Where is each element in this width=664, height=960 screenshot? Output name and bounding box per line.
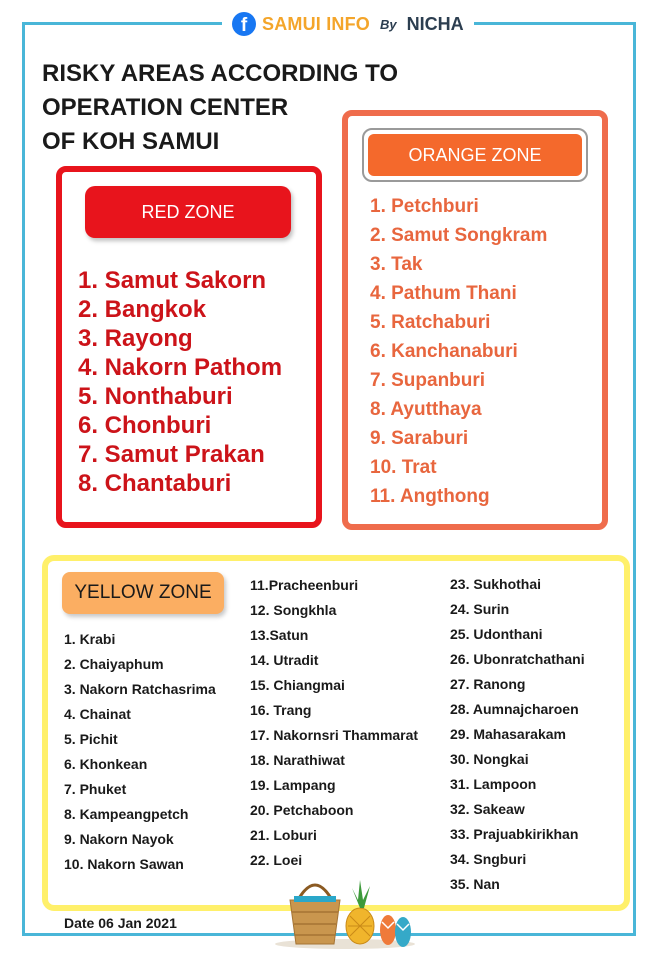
yellow-zone-column-3	[450, 572, 585, 897]
orange-zone-item: 7. Supanburi	[370, 370, 486, 391]
title-line-1: RISKY AREAS ACCORDING TO	[42, 60, 399, 87]
yellow-zone-item: 32. Sakeaw	[450, 801, 525, 817]
orange-zone-item: 4. Pathum Thani	[370, 283, 517, 304]
yellow-zone-item: 3. Nakorn Ratchasrima	[64, 681, 216, 697]
yellow-zone-item: 17. Nakornsri Thammarat	[250, 727, 419, 743]
red-zone-item: 2. Bangkok	[78, 296, 207, 323]
red-zone-item: 5. Nonthaburi	[78, 383, 233, 410]
yellow-zone-item: 14. Utradit	[250, 652, 319, 668]
date-label: Date 06 Jan 2021	[64, 915, 177, 931]
yellow-zone-label: YELLOW ZONE	[62, 572, 224, 614]
red-zone-item: 4. Nakorn Pathom	[78, 354, 283, 381]
brand-by: By	[380, 16, 397, 32]
yellow-zone-item: 7. Phuket	[64, 781, 127, 797]
yellow-zone-item: 25. Udonthani	[450, 626, 543, 642]
yellow-zone-item: 30. Nongkai	[450, 751, 529, 767]
yellow-zone-column-1	[64, 627, 216, 877]
orange-zone-item: 1. Petchburi	[370, 196, 479, 217]
title-line-3: OF KOH SAMUI	[42, 128, 220, 155]
yellow-zone-item: 21. Loburi	[250, 827, 317, 843]
yellow-zone-item: 1. Krabi	[64, 631, 116, 647]
yellow-zone-item: 27. Ranong	[450, 676, 526, 692]
brand-header	[222, 8, 474, 40]
yellow-zone-item: 34. Sngburi	[450, 851, 527, 867]
orange-zone-item: 8. Ayutthaya	[370, 399, 482, 420]
yellow-zone-item: 19. Lampang	[250, 777, 336, 793]
yellow-zone-column-2	[250, 573, 418, 873]
yellow-zone-item: 6. Khonkean	[64, 756, 148, 772]
title-line-2: OPERATION CENTER	[42, 94, 289, 121]
brand-name: SAMUI INFO	[262, 13, 370, 34]
yellow-zone-item: 11.Pracheenburi	[250, 577, 359, 593]
yellow-zone-item: 29. Mahasarakam	[450, 726, 566, 742]
yellow-zone-item: 22. Loei	[250, 852, 303, 868]
red-zone-item: 3. Rayong	[78, 325, 193, 352]
facebook-icon: f	[232, 12, 256, 36]
red-zone-item: 8. Chantaburi	[78, 470, 232, 497]
orange-zone-item: 2. Samut Songkram	[370, 225, 548, 246]
yellow-zone-item: 33. Prajuabkirikhan	[450, 826, 579, 842]
yellow-zone-item: 13.Satun	[250, 627, 309, 643]
yellow-zone-item: 24. Surin	[450, 601, 510, 617]
yellow-zone-item: 5. Pichit	[64, 731, 118, 747]
orange-zone-list	[370, 192, 547, 511]
yellow-zone-item: 26. Ubonratchathani	[450, 651, 585, 667]
yellow-zone-item: 12. Songkhla	[250, 602, 337, 618]
orange-zone-item: 11. Angthong	[370, 486, 490, 507]
beach-basket-pineapple-icon	[270, 860, 420, 950]
red-zone-item: 1. Samut Sakorn	[78, 267, 267, 294]
red-zone-item: 6. Chonburi	[78, 412, 212, 439]
orange-zone-item: 3. Tak	[370, 254, 423, 275]
yellow-zone-item: 16. Trang	[250, 702, 312, 718]
orange-zone-label: ORANGE ZONE	[368, 134, 582, 176]
yellow-zone-item: 35. Nan	[450, 876, 500, 892]
yellow-zone-item: 2. Chaiyaphum	[64, 656, 164, 672]
yellow-zone-item: 23. Sukhothai	[450, 576, 542, 592]
yellow-zone-item: 31. Lampoon	[450, 776, 537, 792]
red-zone-list	[78, 266, 282, 498]
orange-zone-item: 6. Kanchanaburi	[370, 341, 518, 362]
yellow-zone-item: 28. Aumnajcharoen	[450, 701, 579, 717]
yellow-zone-item: 9. Nakorn Nayok	[64, 831, 174, 847]
yellow-zone-item: 20. Petchaboon	[250, 802, 354, 818]
yellow-zone-item: 15. Chiangmai	[250, 677, 345, 693]
red-zone-label: RED ZONE	[85, 186, 291, 238]
orange-zone-item: 9. Saraburi	[370, 428, 469, 449]
red-zone-item: 7. Samut Prakan	[78, 441, 265, 468]
yellow-zone-item: 8. Kampeangpetch	[64, 806, 189, 822]
orange-zone-item: 10. Trat	[370, 457, 437, 478]
yellow-zone-item: 18. Narathiwat	[250, 752, 345, 768]
brand-author: NICHA	[406, 13, 464, 34]
orange-zone-label-frame	[362, 128, 588, 182]
orange-zone-item: 5. Ratchaburi	[370, 312, 491, 333]
yellow-zone-item: 10. Nakorn Sawan	[64, 856, 184, 872]
yellow-zone-item: 4. Chainat	[64, 706, 131, 722]
